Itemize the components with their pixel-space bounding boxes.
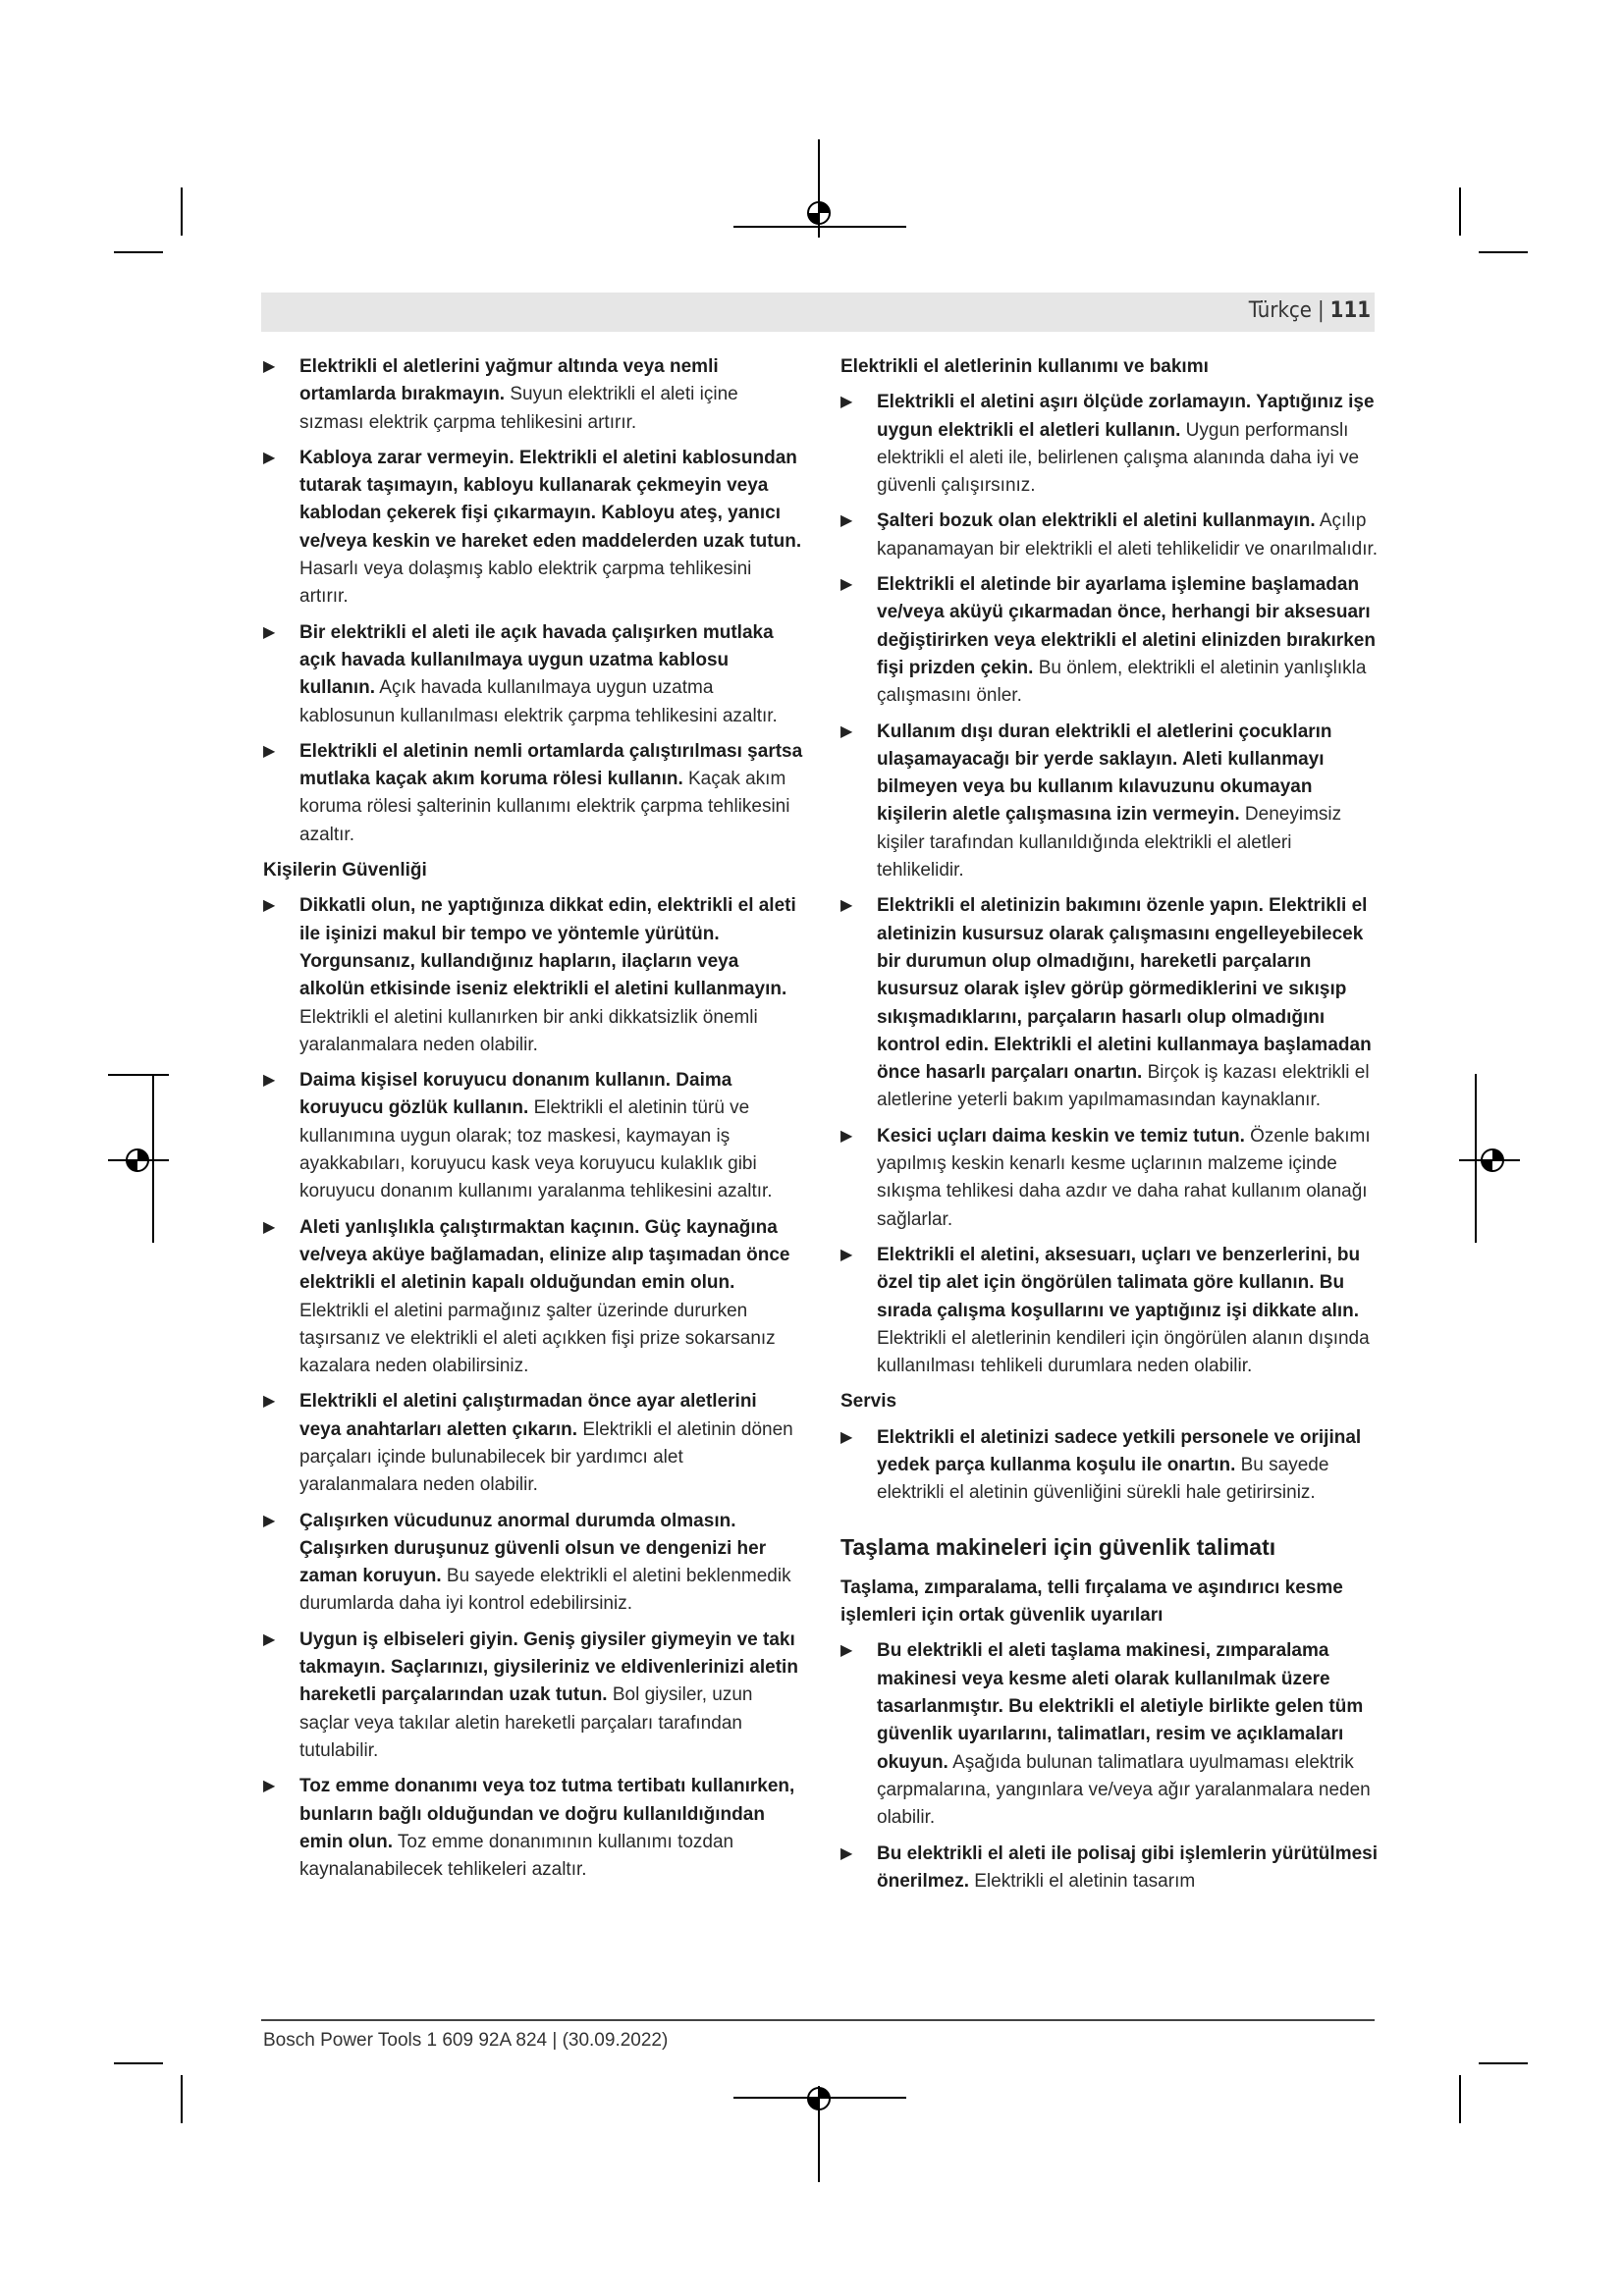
safety-item: ▶ Elektrikli el aletinizin bakımını özenle yapın. Elektrikli el aletinizin kusursuz olarak çalışmasını engelleyebilecek bir durumun olup olmadığını, hareketli parçaların kusursuz olarak işlev görüp görmediklerini ve sıkışıp sıkışmadıklarını, parçaların hasarlı olup olmadığını kontrol edin. Elektrikli el aletini kullanmaya başlamadan önce hasarlı parçaları onartın. Birçok iş kazası elektrikli el aletlerine yeterli bakım yapılmamasından kaynaklanır. [840, 892, 1379, 1114]
safety-item: ▶ Elektrikli el aletlerini yağmur altında veya nemli ortamlarda bırakmayın. Suyun elektrikli el aleti içine sızması elektrik çarpma tehlikesini artırır. [263, 353, 803, 437]
bullet-triangle-icon: ▶ [263, 1778, 276, 1795]
safety-item: ▶ Elektrikli el aletinin nemli ortamlarda çalıştırılması şartsa mutlaka kaçak akım koruma rölesi kullanın. Kaçak akım koruma rölesi şalterinin kullanımı elektrik çarpma tehlikesini azaltır. [263, 738, 803, 849]
right-list-b [840, 1424, 1379, 1508]
right-list-a [840, 389, 1379, 1380]
bullet-triangle-icon: ▶ [263, 1630, 276, 1648]
page-number: 111 [1329, 298, 1371, 323]
bullet-triangle-icon: ▶ [263, 1393, 276, 1411]
bullet-triangle-icon: ▶ [263, 623, 276, 641]
safety-item: ▶ Çalışırken vücudunuz anormal durumda olmasın. Çalışırken duruşunuz güvenli olsun ve dengenizi her zaman koruyun. Bu sayede elektrikli el aletini beklenmedik durumlarda daha iyi kontrol edebilirsiniz. [263, 1508, 803, 1619]
registration-target-icon [801, 2081, 837, 2116]
bullet-triangle-icon: ▶ [840, 512, 853, 530]
left-list-b [263, 892, 803, 1884]
safety-item: ▶ Aleti yanlışlıkla çalıştırmaktan kaçının. Güç kaynağına ve/veya aküye bağlamadan, elinize alıp taşımadan önce elektrikli el aletinin kapalı olduğundan emin olun. Elektrikli el aletini parmağınız şalter üzerinde dururken taşırsanız ve elektrikli el aleti açıkken fişi prize sokarsanız kazalara neden olabilirsiniz. [263, 1214, 803, 1381]
bullet-triangle-icon: ▶ [840, 1844, 853, 1862]
heading-grinding-safety: Taşlama makineleri için güvenlik talimatı [840, 1533, 1276, 1560]
safety-item: ▶ Bu elektrikli el aleti taşlama makinesi, zımparalama makinesi veya kesme aleti olarak kullanılmak üzere tasarlanmıştır. Bu elektrikli el aletiyle birlikte gelen tüm güvenlik uyarılarını, talimatları, resim ve açıklamaları okuyun. Aşağıda bulunan talimatlara uyulmaması elektrik çarpmalarına, yangınlara ve/veya ağır yaralanmalara neden olabilir. [840, 1637, 1379, 1832]
right-list-c [840, 1637, 1379, 1896]
section-heading-persons: Kişilerin Güvenliği [263, 860, 427, 881]
safety-item: ▶ Kesici uçları daima keskin ve temiz tutun. Özenle bakımı yapılmış keskin kenarlı kesme uçlarının malzeme içinde sıkışma tehlikesi daha azdır ve daha rahat kullanım olanağı sağlarlar. [840, 1123, 1379, 1234]
bullet-triangle-icon: ▶ [840, 897, 853, 915]
bullet-triangle-icon: ▶ [840, 1246, 853, 1263]
bullet-triangle-icon: ▶ [840, 1127, 853, 1145]
safety-item: ▶ Kullanım dışı duran elektrikli el aletlerini çocukların ulaşamayacağı bir yerde saklayın. Aleti kullanmayı bilmeyen veya bu kullanım kılavuzunu okumayan kişilerin aletle çalışmasına izin vermeyin. Deneyimsiz kişiler tarafından kullanıldığında elektrikli el aletleri tehlikelidir. [840, 719, 1379, 885]
bullet-triangle-icon: ▶ [840, 1642, 853, 1660]
safety-item: ▶ Toz emme donanımı veya toz tutma tertibatı kullanırken, bunların bağlı olduğundan ve doğru kullanıldığından emin olun. Toz emme donanımının kullanımı tozdan kaynalanabilecek tehlikeleri azaltır. [263, 1773, 803, 1884]
bullet-triangle-icon: ▶ [263, 742, 276, 760]
section-heading-use-care: Elektrikli el aletlerinin kullanımı ve bakımı [840, 356, 1209, 377]
safety-item: ▶ Dikkatli olun, ne yaptığınıza dikkat edin, elektrikli el aleti ile işinizi makul bir tempo ve yöntemle yürütün. Yorgunsanız, kullandığınız hapların, ilaçların veya alkolün etkisinde iseniz elektrikli el aletini kullanmayın. Elektrikli el aletini kullanırken bir anki dikkatsizlik önemli yaralanmalara neden olabilir. [263, 892, 803, 1059]
page-header: Türkçe | 111 [1248, 298, 1371, 323]
safety-item: ▶ Elektrikli el aletini çalıştırmadan önce ayar aletlerini veya anahtarları aletten çıkarın. Elektrikli el aletinin dönen parçaları içinde bulunabilecek bir yardımcı alet yaralanmalara neden olabilir. [263, 1388, 803, 1499]
left-column [263, 353, 803, 1892]
safety-item: ▶ Elektrikli el aletinde bir ayarlama işlemine başlamadan ve/veya aküyü çıkarmadan önce, herhangi bir aksesuarı değiştirirken veya elektrikli el aletini elinizden bırakırken fişi prizden çekin. Bu önlem, elektrikli el aletinin yanlışlıkla çalışmasını önler. [840, 571, 1379, 710]
bullet-triangle-icon: ▶ [263, 1072, 276, 1090]
safety-item: ▶ Elektrikli el aletini, aksesuarı, uçları ve benzerlerini, bu özel tip alet için öngörülen talimata göre kullanın. Bu sırada çalışma koşullarını ve yaptığınız işi dikkate alın. Elektrikli el aletlerinin kendileri için öngörülen alanın dışında kullanılması tehlikeli durumlara neden olabilir. [840, 1242, 1379, 1380]
registration-target-icon [801, 195, 837, 231]
safety-item: ▶ Şalteri bozuk olan elektrikli el aletini kullanmayın. Açılıp kapanamayan bir elektrikli el aleti tehlikelidir ve onarılmalıdır. [840, 507, 1379, 563]
safety-item: ▶ Bir elektrikli el aleti ile açık havada çalışırken mutlaka açık havada kullanılmaya uygun uzatma kablosu kullanın. Açık havada kullanılmaya uygun uzatma kablosunun kullanılması elektrik çarpma tehlikesini azaltır. [263, 619, 803, 730]
subheading-common-warnings: Taşlama, zımparalama, telli fırçalama ve aşındırıcı kesme işlemleri için ortak güvenlik uyarıları [840, 1576, 1343, 1627]
bullet-triangle-icon: ▶ [263, 1218, 276, 1236]
safety-item: ▶ Uygun iş elbiseleri giyin. Geniş giysiler giymeyin ve takı takmayın. Saçlarınızı, giysileriniz ve eldivenlerinizi aletin hareketli parçalarından uzak tutun. Bol giysiler, uzun saçlar veya takılar aletin hareketli parçaları tarafından tutulabilir. [263, 1627, 803, 1765]
bullet-triangle-icon: ▶ [263, 1512, 276, 1529]
right-column [840, 353, 1379, 1903]
left-list-a [263, 353, 803, 849]
bullet-triangle-icon: ▶ [263, 449, 276, 466]
bullet-triangle-icon: ▶ [840, 576, 853, 594]
bullet-triangle-icon: ▶ [263, 358, 276, 375]
bullet-triangle-icon: ▶ [840, 394, 853, 411]
safety-item: ▶ Bu elektrikli el aleti ile polisaj gibi işlemlerin yürütülmesi önerilmez. Elektrikli el aletinin tasarım [840, 1841, 1379, 1896]
section-heading-service: Servis [840, 1391, 897, 1413]
header-language: Türkçe [1248, 298, 1312, 323]
safety-item: ▶ Elektrikli el aletini aşırı ölçüde zorlamayın. Yaptığınız işe uygun elektrikli el aletleri kullanın. Uygun performanslı elektrikli el aleti ile, belirlenen çalışma alanında daha iyi ve güvenli çalışırsınız. [840, 389, 1379, 500]
header-band [261, 293, 1375, 332]
bullet-triangle-icon: ▶ [263, 897, 276, 915]
footer-imprint: Bosch Power Tools 1 609 92A 824 | (30.09.2022) [263, 2030, 669, 2051]
bullet-triangle-icon: ▶ [840, 722, 853, 740]
safety-item: ▶ Elektrikli el aletinizi sadece yetkili personele ve orijinal yedek parça kullanma koşulu ile onartın. Bu sayede elektrikli el aletinin güvenliğini sürekli hale getirirsiniz. [840, 1424, 1379, 1508]
bullet-triangle-icon: ▶ [840, 1428, 853, 1446]
safety-item: ▶ Daima kişisel koruyucu donanım kullanın. Daima koruyucu gözlük kullanın. Elektrikli el aletinin türü ve kullanımına uygun olarak; toz maskesi, kaymayan iş ayakkabıları, koruyucu kask veya koruyucu kulaklık gibi koruyucu donanım kullanımı yaralanma tehlikesini azaltır. [263, 1067, 803, 1205]
safety-item: ▶ Kabloya zarar vermeyin. Elektrikli el aletini kablosundan tutarak taşımayın, kabloyu kullanarak çekmeyin veya kablodan çekerek fişi çıkarmayın. Kabloyu ateş, yanıcı ve/veya keskin ve hareket eden maddelerden uzak tutun. Hasarlı veya dolaşmış kablo elektrik çarpma tehlikesini artırır. [263, 445, 803, 612]
footer-rule [261, 2019, 1375, 2021]
